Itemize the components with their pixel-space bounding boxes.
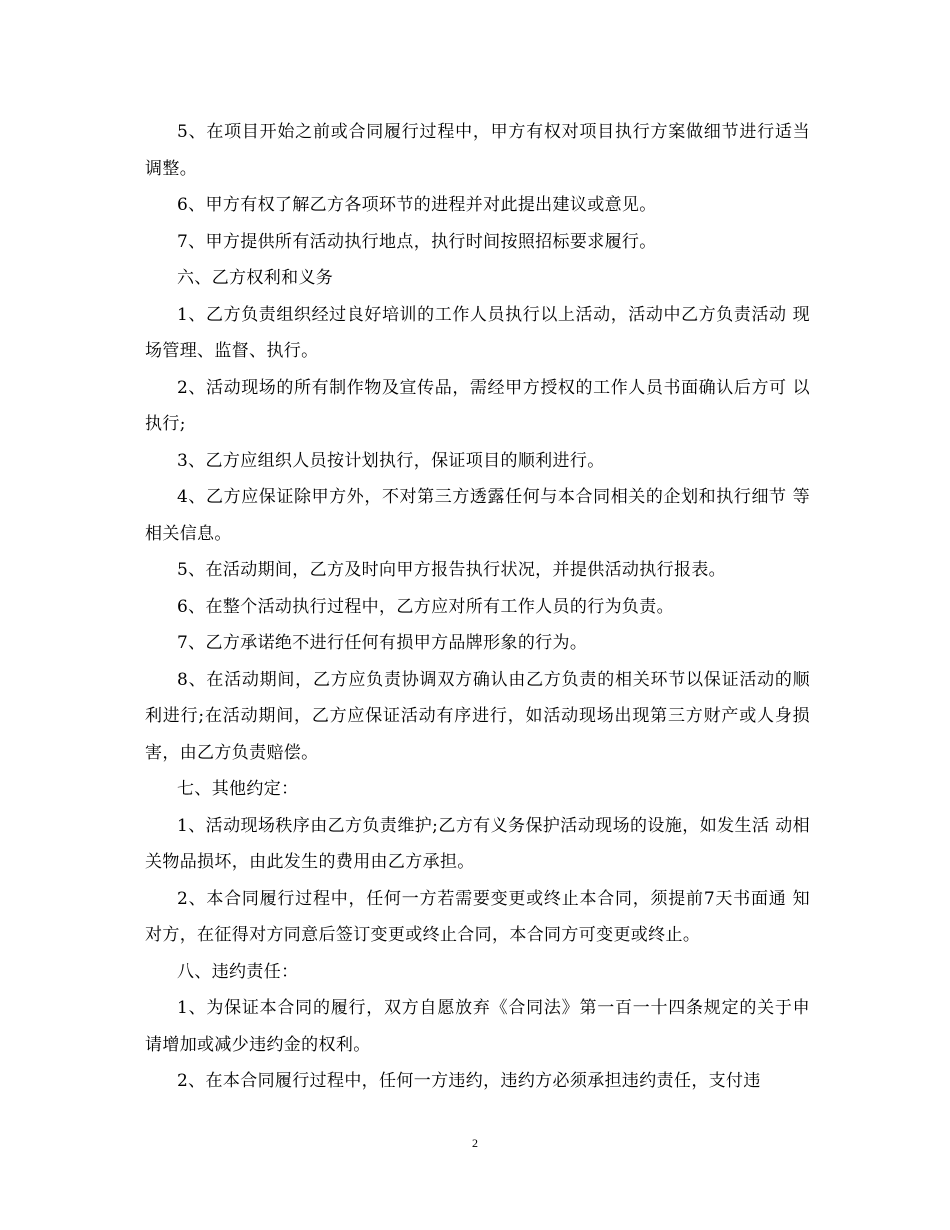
paragraph: 1、活动现场秩序由乙方负责维护;乙方有义务保护活动现场的设施，如发生活 动相关物品损坏，由此发生的费用由乙方承担。 <box>145 815 810 872</box>
paragraph: 6、在整个活动执行过程中，乙方应对所有工作人员的行为负责。 <box>177 596 674 617</box>
paragraph: 1、为保证本合同的履行，双方自愿放弃《合同法》第一百一十四条规定的关于申请增加或减少违约金的权利。 <box>145 998 810 1055</box>
paragraph: 5、在项目开始之前或合同履行过程中，甲方有权对项目执行方案做细节进行适当调整。 <box>145 122 810 179</box>
section-heading: 七、其他约定： <box>177 779 299 799</box>
paragraph: 4、乙方应保证除甲方外，不对第三方透露任何与本合同相关的企划和执行细节 等相关信息。 <box>145 487 810 544</box>
paragraph: 7、乙方承诺绝不进行任何有损甲方品牌形象的行为。 <box>177 633 588 653</box>
section-heading: 六、乙方权利和义务 <box>177 268 334 288</box>
page-number: 2 <box>472 1136 478 1150</box>
paragraph: 8、在活动期间，乙方应负责协调双方确认由乙方负责的相关环节以保证活动的顺利进行;在活动期间，乙方应保证活动有序进行，如活动现场出现第三方财产或人身损害，由乙方负责赔偿。 <box>145 669 810 763</box>
paragraph: 1、乙方负责组织经过良好培训的工作人员执行以上活动，活动中乙方负责活动 现场管理、监督、执行。 <box>145 304 810 361</box>
paragraph: 5、在活动期间，乙方及时向甲方报告执行状况，并提供活动执行报表。 <box>177 560 727 580</box>
paragraph: 2、活动现场的所有制作物及宣传品，需经甲方授权的工作人员书面确认后方可 以执行; <box>145 377 810 434</box>
paragraph: 6、甲方有权了解乙方各项环节的进程并对此提出建议或意见。 <box>177 195 657 215</box>
paragraph: 3、乙方应组织人员按计划执行，保证项目的顺利进行。 <box>177 450 605 471</box>
paragraph: 2、本合同履行过程中，任何一方若需要变更或终止本合同，须提前7天书面通 知对方，在征得对方同意后签订变更或终止合同，本合同方可变更或终止。 <box>145 888 810 945</box>
section-heading: 八、违约责任： <box>177 961 299 982</box>
paragraph: 2、在本合同履行过程中，任何一方违约，违约方必须承担违约责任，支付违 <box>177 1071 761 1091</box>
document-body <box>145 114 810 1100</box>
paragraph: 7、甲方提供所有活动执行地点，执行时间按照招标要求履行。 <box>177 231 657 252</box>
